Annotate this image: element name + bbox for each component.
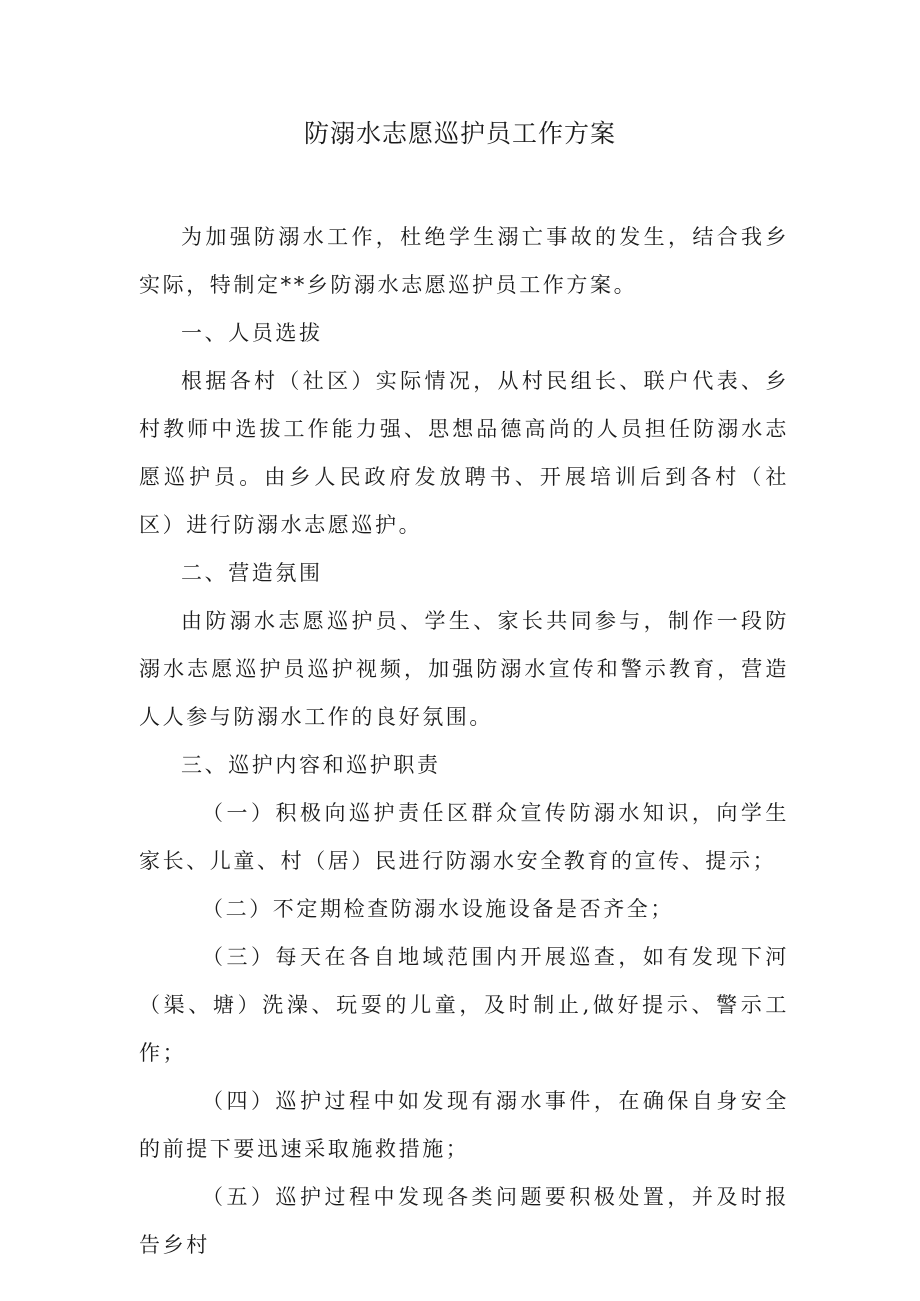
section-heading-patrol-duties: 三、巡护内容和巡护职责 <box>181 753 441 777</box>
duty-item-2: （二）不定期检查防溺水设施设备是否齐全； <box>202 897 674 921</box>
atmosphere-paragraph: 由防溺水志愿巡护员、学生、家长共同参与，制作一段防溺水志愿巡护员巡护视频，加强防溺水宣传和警示教育，营造人人参与防溺水工作的良好氛围。 <box>139 609 789 729</box>
document-title: 防溺水志愿巡护员工作方案 <box>303 119 616 148</box>
duty-item-3: （三）每天在各自地域范围内开展巡查，如有发现下河（渠、塘）洗澡、玩耍的儿童，及时制止,做好提示、警示工作； <box>139 945 789 1065</box>
section-heading-atmosphere: 二、营造氛围 <box>181 561 323 585</box>
section-heading-personnel-selection: 一、人员选拔 <box>181 321 323 345</box>
duty-item-4: （四）巡护过程中如发现有溺水事件，在确保自身安全的前提下要迅速采取施救措施； <box>139 1089 789 1161</box>
personnel-selection-paragraph: 根据各村（社区）实际情况，从村民组长、联户代表、乡村教师中选拔工作能力强、思想品德高尚的人员担任防溺水志愿巡护员。由乡人民政府发放聘书、开展培训后到各村（社区）进行防溺水志愿巡护。 <box>139 369 789 537</box>
intro-paragraph: 为加强防溺水工作，杜绝学生溺亡事故的发生，结合我乡实际，特制定**乡防溺水志愿巡护员工作方案。 <box>139 225 789 297</box>
document-body <box>139 213 789 1269</box>
duty-item-5: （五）巡护过程中发现各类问题要积极处置，并及时报告乡村 <box>139 1185 789 1257</box>
duty-item-1: （一）积极向巡护责任区群众宣传防溺水知识，向学生家长、儿童、村（居）民进行防溺水安全教育的宣传、提示； <box>139 801 789 873</box>
